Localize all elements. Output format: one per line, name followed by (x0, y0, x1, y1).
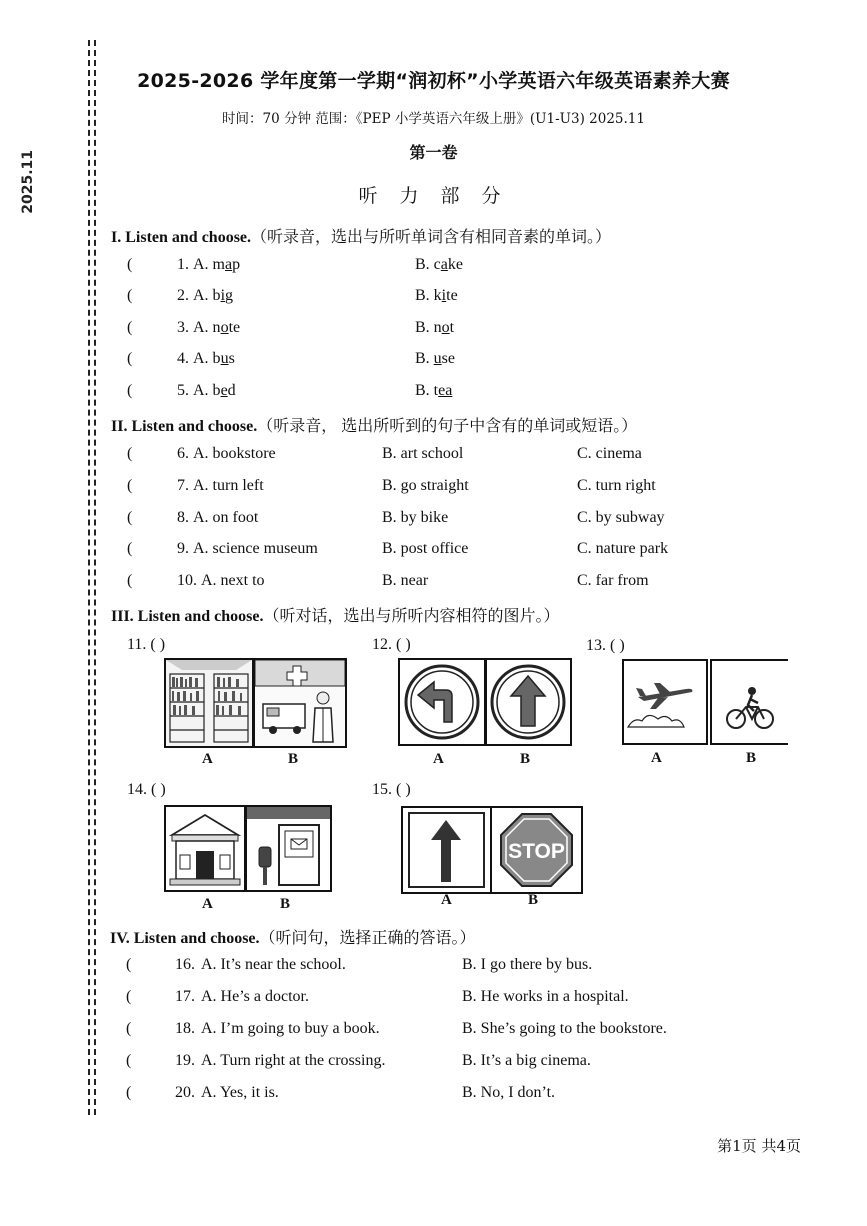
option-b-suffix: ke (447, 256, 463, 273)
question-12: 12. ( ) (372, 636, 411, 653)
option-a-underlined: o (220, 319, 229, 336)
option-c: C. turn right (577, 477, 656, 494)
label-14a: A (202, 896, 213, 912)
picture-15a-one-way (401, 806, 492, 894)
go-straight-sign-icon (487, 660, 570, 744)
section-4-instruction: （听问句，选择正确的答语。） (259, 930, 476, 947)
section-3-heading (111, 603, 560, 626)
answer-paren[interactable]: ( (126, 1020, 132, 1037)
option-a-underlined: u (220, 350, 229, 367)
question-number: 19. (175, 1052, 195, 1069)
page-number: 第1页 共4页 (717, 1137, 801, 1155)
section-2-instruction: （听录音， 选出所听到的句子中含有的单词或短语。） (257, 418, 638, 435)
option-a: A. bookstore (193, 445, 276, 462)
option-b: B. by bike (382, 509, 449, 526)
option-b: B. go straight (382, 477, 469, 494)
label-13b: B (746, 750, 757, 766)
option-b: B. It’s a big cinema. (462, 1052, 591, 1069)
option-a-prefix: A. b (193, 382, 221, 399)
question-15: 15. ( ) (372, 781, 411, 798)
option-b-suffix: t (449, 319, 455, 336)
question-14: 14. ( ) (127, 781, 166, 798)
option-a: A. on foot (193, 509, 259, 526)
exam-title: 2025-2026 学年度第一学期“润初杯”小学英语六年级英语素养大赛 (137, 70, 730, 92)
museum-building-icon (166, 807, 244, 890)
answer-paren[interactable]: ( (127, 350, 133, 367)
option-a (193, 350, 235, 368)
option-a-underlined: e (220, 382, 228, 399)
option-a: A. Turn right at the crossing. (201, 1052, 386, 1069)
section-3-instruction: （听对话，选出与所听内容相符的图片。） (263, 608, 560, 625)
question-number: 3. (177, 319, 189, 336)
label-11a: A (202, 751, 213, 767)
section-2-heading (111, 413, 637, 436)
picture-13a-plane (622, 659, 708, 745)
option-a-underlined: a (225, 256, 233, 273)
option-c: C. far from (577, 572, 649, 589)
ambulance-doctor-icon (255, 660, 345, 746)
section-4-heading (110, 925, 476, 948)
option-b: B. post office (382, 540, 469, 557)
picture-11a-bookstore (164, 658, 254, 748)
option-a-suffix: s (228, 350, 235, 367)
option-c: C. cinema (577, 445, 642, 462)
option-b-underlined: a (440, 256, 448, 273)
option-a-suffix: g (225, 287, 234, 304)
option-b-underlined: i (441, 287, 447, 304)
option-a (193, 256, 240, 274)
picture-14b-post-office (245, 805, 332, 892)
option-b: B. art school (382, 445, 464, 462)
option-b (415, 382, 452, 400)
section-3-label: III. Listen and choose. (111, 608, 264, 625)
label-14b: B (280, 896, 291, 912)
answer-paren[interactable]: ( (127, 382, 133, 399)
picture-14a-museum (164, 805, 246, 892)
option-b-underlined: u (433, 350, 442, 367)
picture-12a-turn-left (398, 658, 486, 746)
stop-sign-icon (492, 808, 581, 892)
answer-paren[interactable]: ( (127, 477, 133, 494)
answer-paren[interactable]: ( (127, 509, 133, 526)
option-b: B. near (382, 572, 429, 589)
answer-paren[interactable]: ( (127, 572, 133, 589)
answer-paren[interactable]: ( (126, 956, 132, 973)
option-a: A. Yes, it is. (201, 1084, 279, 1101)
question-number: 10. (177, 572, 197, 589)
option-a: A. turn left (193, 477, 264, 494)
volume-title: 第一卷 (409, 143, 458, 162)
straight-arrow-sign-icon (403, 808, 490, 892)
option-b-underlined: o (441, 319, 450, 336)
option-a-prefix: A. n (193, 319, 221, 336)
bookshelves-icon (166, 660, 252, 746)
picture-11b-hospital (253, 658, 347, 748)
question-number: 1. (177, 256, 189, 273)
option-b: B. No, I don’t. (462, 1084, 556, 1101)
airplane-icon (624, 661, 706, 743)
answer-paren[interactable]: ( (127, 540, 133, 557)
stop-sign-text: STOP (508, 840, 565, 863)
label-12b: B (520, 751, 531, 767)
side-date: 2025.11 (20, 150, 36, 214)
section-4-label: IV. Listen and choose. (110, 930, 260, 947)
question-number: 8. (177, 509, 189, 526)
option-b-prefix: B. k (415, 287, 442, 304)
question-number: 5. (177, 382, 189, 399)
label-15a: A (441, 892, 452, 908)
option-b: B. She’s going to the bookstore. (462, 1020, 667, 1037)
option-b (415, 319, 454, 337)
option-b-prefix: B. c (415, 256, 441, 273)
answer-paren[interactable]: ( (127, 256, 133, 273)
option-a-prefix: A. m (193, 256, 225, 273)
option-b: B. He works in a hospital. (462, 988, 629, 1005)
question-number: 9. (177, 540, 189, 557)
option-a (193, 382, 236, 400)
question-11: 11. ( ) (127, 636, 166, 653)
label-15b: B (528, 892, 539, 908)
section-2-label: II. Listen and choose. (111, 418, 258, 435)
post-office-icon (247, 807, 330, 890)
answer-paren[interactable]: ( (127, 287, 133, 304)
option-b-prefix: B. t (415, 382, 439, 399)
option-b-underlined: ea (438, 382, 453, 399)
picture-12b-go-straight (485, 658, 572, 746)
option-b-suffix: te (446, 287, 458, 304)
question-number: 18. (175, 1020, 195, 1037)
exam-info: 时间：70 分钟 范围：《PEP 小学英语六年级上册》(U1-U3) 2025.11 (222, 111, 645, 127)
option-a-prefix: A. b (193, 287, 221, 304)
answer-paren[interactable]: ( (126, 988, 132, 1005)
option-a-underlined: i (220, 287, 226, 304)
question-number: 2. (177, 287, 189, 304)
label-13a: A (651, 750, 662, 766)
option-a-suffix: p (232, 256, 241, 273)
option-b (415, 350, 455, 368)
option-b: B. I go there by bus. (462, 956, 593, 973)
option-b (415, 287, 458, 305)
question-number: 16. (175, 956, 195, 973)
cyclist-icon (712, 661, 788, 743)
label-11b: B (288, 751, 299, 767)
option-a-prefix: A. b (193, 350, 221, 367)
option-b (415, 256, 463, 274)
question-number: 7. (177, 477, 189, 494)
question-number: 17. (175, 988, 195, 1005)
question-number: 6. (177, 445, 189, 462)
section-1-instruction: （听录音，选出与所听单词含有相同音素的单词。） (251, 229, 612, 246)
turn-left-sign-icon (400, 660, 484, 744)
option-a: A. I’m going to buy a book. (201, 1020, 380, 1037)
part-title: 听 力 部 分 (358, 185, 509, 207)
question-number: 4. (177, 350, 189, 367)
label-12a: A (433, 751, 444, 767)
option-a: A. It’s near the school. (201, 956, 346, 973)
option-a (193, 319, 240, 337)
option-b-suffix: se (441, 350, 455, 367)
picture-15b-stop (490, 806, 583, 894)
option-b-prefix: B. (415, 350, 434, 367)
answer-paren[interactable]: ( (126, 1084, 132, 1101)
option-c: C. nature park (577, 540, 669, 557)
section-1-label: I. Listen and choose. (111, 229, 252, 246)
option-a: A. He’s a doctor. (201, 988, 309, 1005)
option-a (193, 287, 233, 305)
option-c: C. by subway (577, 509, 665, 526)
option-a: A. next to (201, 572, 265, 589)
option-b-prefix: B. n (415, 319, 442, 336)
answer-paren[interactable]: ( (126, 1052, 132, 1069)
answer-paren[interactable]: ( (127, 319, 133, 336)
section-1-heading (111, 224, 611, 247)
answer-paren[interactable]: ( (127, 445, 133, 462)
question-number: 20. (175, 1084, 195, 1101)
option-a: A. science museum (193, 540, 318, 557)
option-a-suffix: te (228, 319, 241, 336)
picture-13b-bike (710, 659, 788, 745)
question-13: 13. ( ) (586, 637, 625, 654)
option-a-suffix: d (227, 382, 236, 399)
